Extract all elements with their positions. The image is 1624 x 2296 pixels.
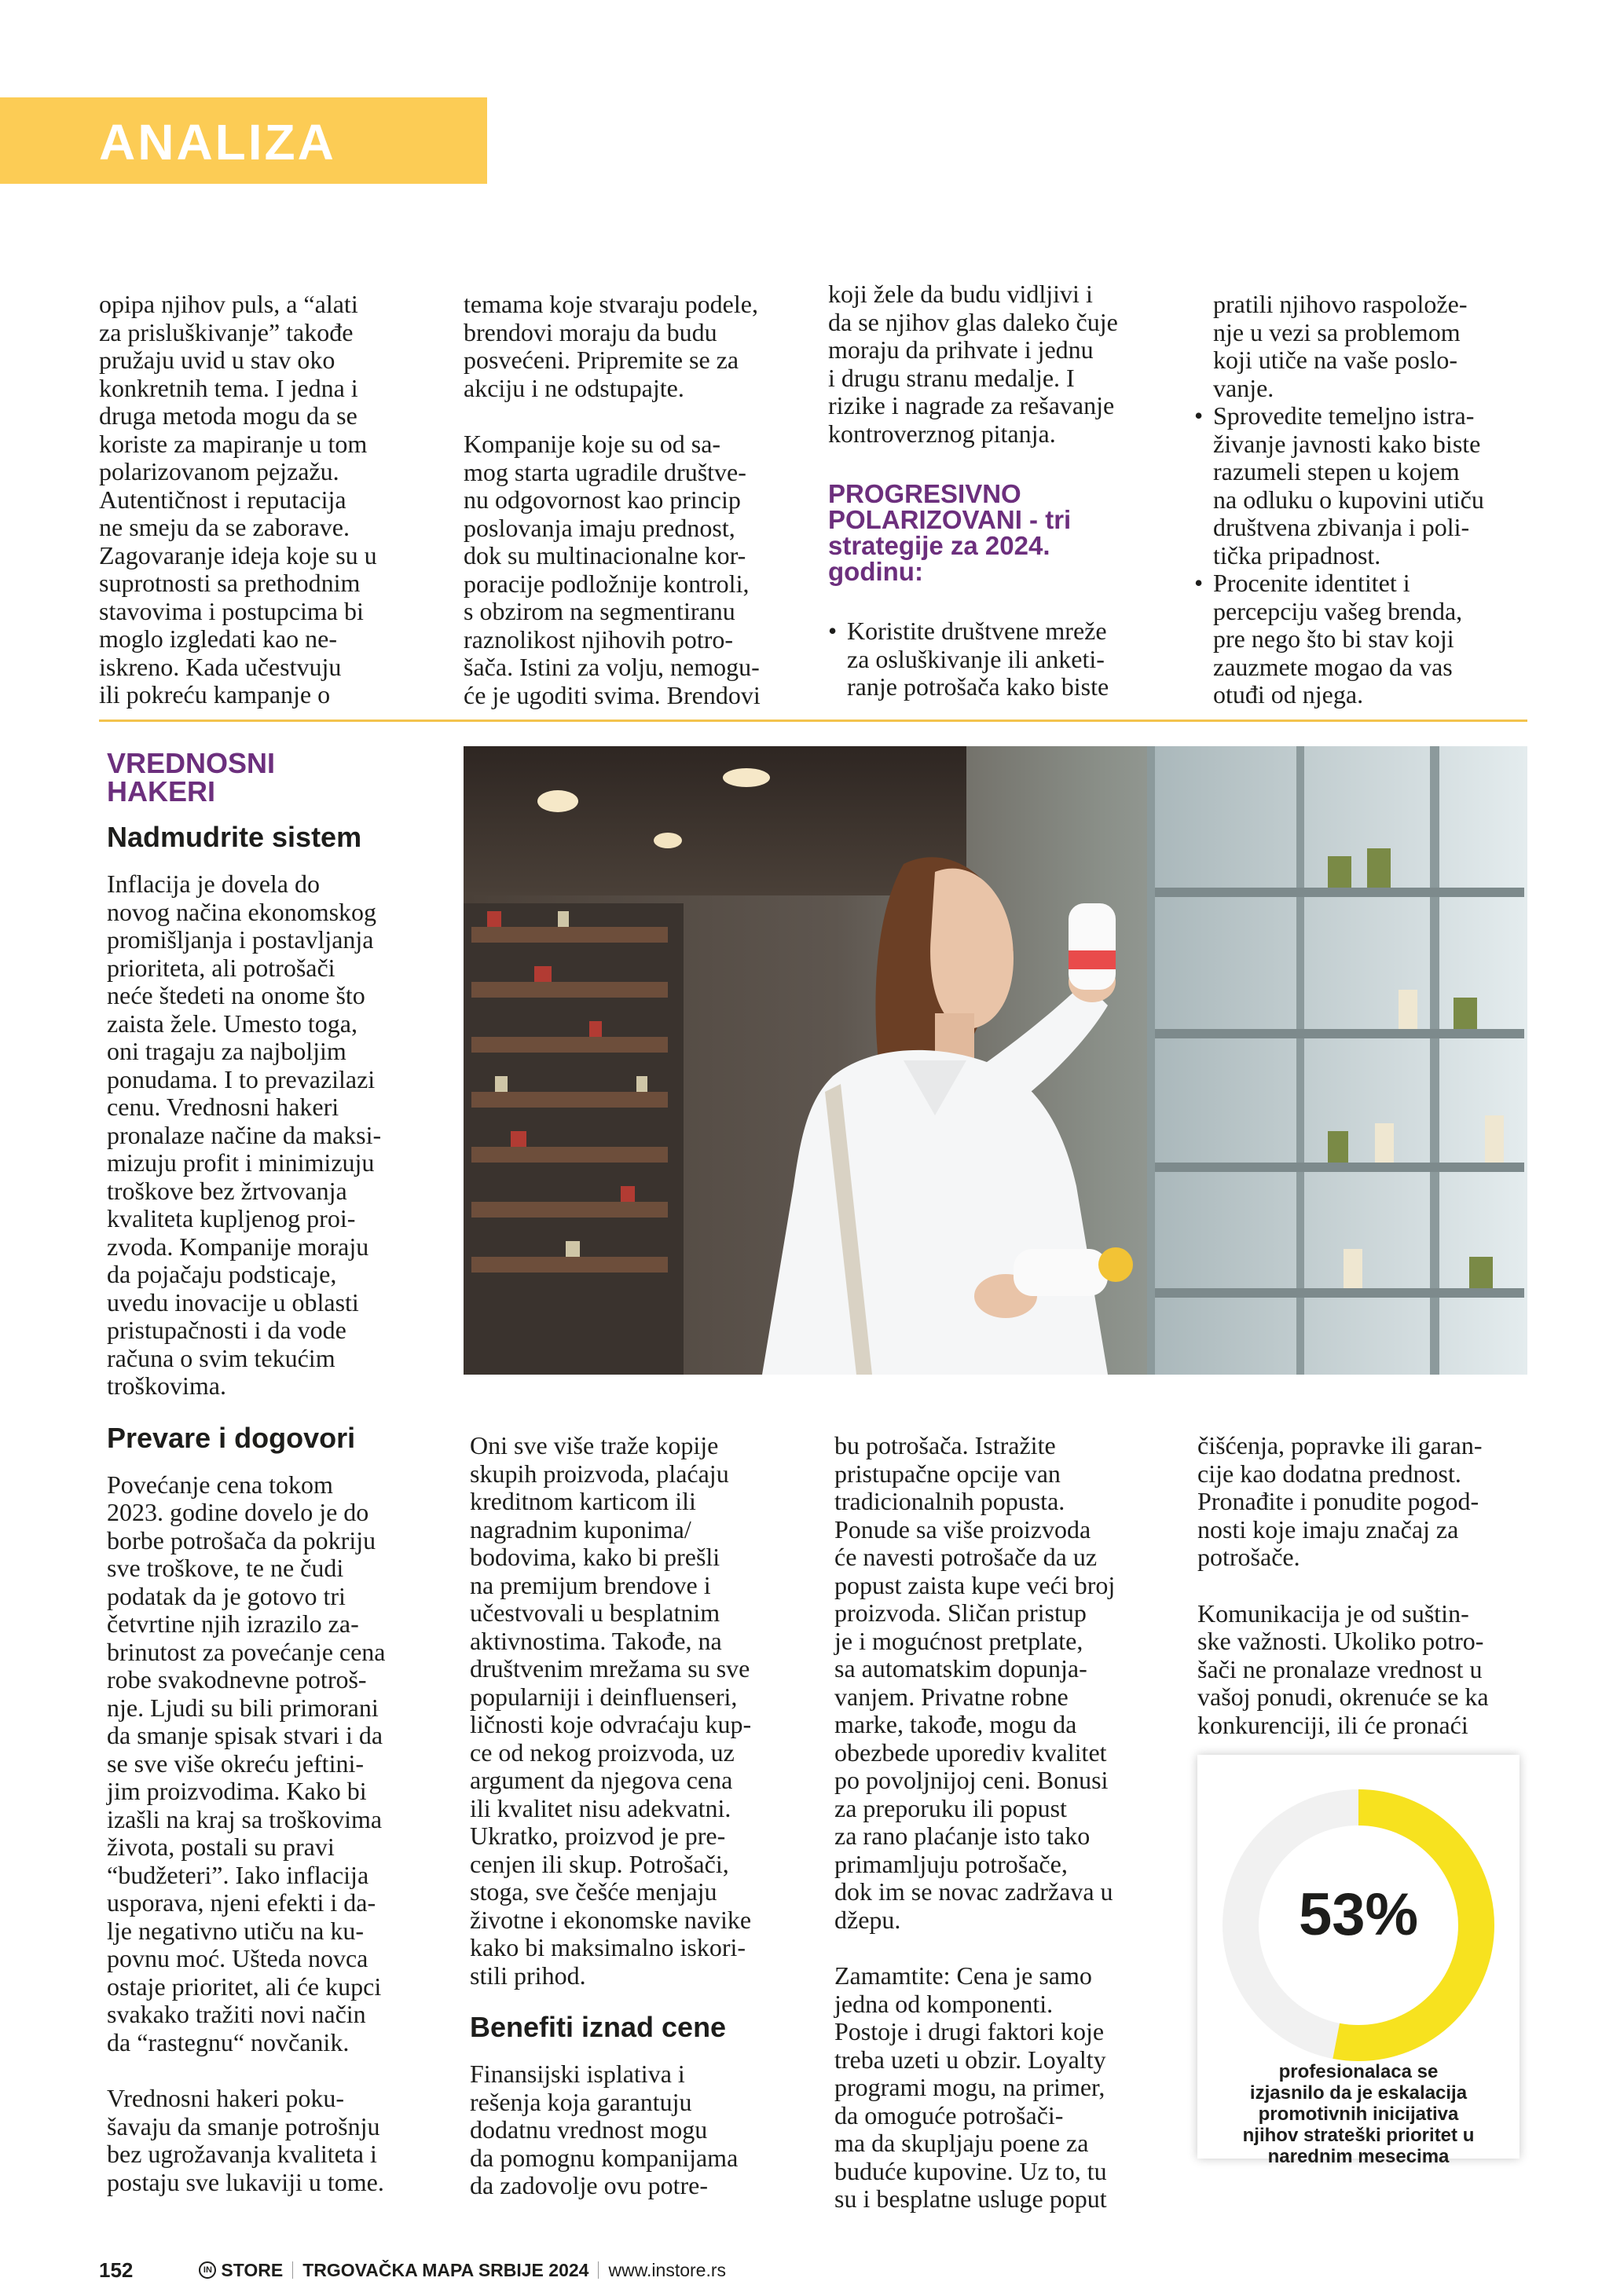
strategies-list <box>828 617 1166 701</box>
footer-brand <box>199 2260 283 2281</box>
left-column <box>107 749 437 2196</box>
page-footer <box>99 2258 726 2283</box>
top-column-4 <box>1194 291 1532 709</box>
footer-website-link[interactable]: www.instore.rs <box>608 2259 727 2280</box>
subheading-prevare-i-dogovori: Prevare i dogovori <box>107 1421 356 1454</box>
footer-separator <box>598 2261 599 2279</box>
top-column-1 <box>99 291 421 709</box>
stat-percent: 53% <box>1298 1881 1419 1948</box>
instore-logo-icon: IN <box>199 2261 216 2279</box>
subheading-nadmudrite-sistem: Nadmudrite sistem <box>107 821 362 853</box>
strategy-bullet-2: • Sprovedite temeljno istra- živanje javnosti kako biste razumeli stepen u kojem na odluku o kupovini utiču društvena zbivanja i poli- tička pripadnost. <box>1194 402 1532 569</box>
bottom-col4-paragraph-1: čišćenja, popravke ili garan- cije kao dodatna prednost. Pronađite i ponudite pogod- nosti koje imaju značaj za potrošače. <box>1197 1431 1483 1571</box>
left-paragraph-2: Povećanje cena tokom 2023. godine dovelo je do borbe potrošača da pokriju sve troškove, te ne čudi podatak da je gotovo tri četvrtine njih izrazilo za- brinutost za povećanje cena robe svakodnevne potroš- nje. Ljudi su bili primorani da smanje spisak stvari i da se sve više okreću jeftini- jim proizvodima. Kako bi izašli na kraj sa troškovima života, postali su pravi “budžeteri”. Iako inflacija usporava, njeni efekti i da- lje negativno utiču na ku- povnu moć. Ušteda novca ostaje prioritet, ali će kupci svakako tražiti novi način da “rastegnu“ novčanik. <box>107 1470 386 2056</box>
bottom-column-4 <box>1197 1432 1535 1739</box>
strategies-heading: PROGRESIVNO POLARIZOVANI - tri strategije za 2024. godinu: <box>828 479 1072 586</box>
footer-brand-name: STORE <box>221 2259 284 2280</box>
top-column-3 <box>828 280 1166 701</box>
bottom-col2-paragraph-2: Finansijski isplativa i rešenja koja garantuju dodatnu vrednost mogu da pomognu kompanijama da zadovolje ovu potre- <box>470 2060 739 2199</box>
top-col1-text: opipa njihov puls, a “alati za prisluškivanje” takođe pružaju uvid u stav oko konkretnih tema. I jedna i druga metoda mogu da se koriste za mapiranje u tom polarizovanom pejzažu. Autentičnost i reputacija ne smeju da se zaborave. Zagovaranje ideja koje su u suprotnosti sa prethodnim stavovima i postupcima bi moglo izgledati kao ne- iskreno. Kada učestvuju ili pokreću kampanje o <box>99 290 377 709</box>
footer-magazine-title: TRGOVAČKA MAPA SRBIJE 2024 <box>302 2259 589 2280</box>
footer-separator <box>292 2261 293 2279</box>
left-paragraph-1: Inflacija je dovela do novog načina ekonomskog promišljanja i postavljanja prioriteta, ali potrošači neće štedeti na onome što zaista žele. Umesto toga, oni tragaju za najboljim ponudama. I to prevazilazi cenu. Vrednosni hakeri pronalaze načine da maksi- mizuju profit i minimizuju troškove bez žrtvovanja kvaliteta kupljenog proi- zvoda. Kompanije moraju da pojačaju podsticaje, uvedu inovacije u oblasti pristupačnosti i da vode računa o svim tekućim troškovima. <box>107 870 382 1400</box>
bottom-column-2 <box>470 1432 808 2200</box>
top-col2-paragraph-1: temama koje stvaraju podele, brendovi moraju da budu posvećeni. Pripremite se za akciju i ne odstupajte. <box>464 290 758 402</box>
section-title: ANALIZA <box>99 114 336 170</box>
strategy-bullet-1: • Koristite društvene mreže za osluškivanje ili anketi- ranje potrošača kako biste <box>828 617 1166 701</box>
bottom-col3-paragraph-1: bu potrošača. Istražite pristupačne opcije van tradicionalnih popusta. Ponude sa više proizvoda će navesti potrošače da uz popust zaista kupe veći broj proizvoda. Sličan pristup je i mogućnost pretplate, sa automatskim dopunja- vanjem. Privatne robne marke, takođe, mogu da obezbede uporediv kvalitet po povoljnijoj ceni. Bonusi za preporuku ili popust za rano plaćanje isto tako primamljuju potrošače, dok im se novac zadržava u džepu. <box>834 1431 1116 1934</box>
section-heading-vrednosni-hakeri: VREDNOSNI HAKERI <box>107 747 276 807</box>
strategies-list-continued <box>1194 402 1532 709</box>
strategy-bullet-3: • Procenite identitet i percepciju vašeg brenda, pre nego što bi stav koji zauzmete mogao da vas otuđi od njega. <box>1194 569 1532 709</box>
stat-box <box>1197 1755 1520 2167</box>
bottom-column-3 <box>834 1432 1172 2214</box>
section-divider <box>99 720 1527 722</box>
bottom-col3-paragraph-2: Zamamtite: Cena je samo jedna od komponenti. Postoje i drugi faktori koje treba uzeti u obzir. Loyalty programi mogu, na primer, da omoguće potrošači- ma da skupljaju poene za buduće kupovine. Uz to, tu su i besplatne usluge poput <box>834 1961 1107 2213</box>
stat-caption: profesionalaca se izjasnilo da je eskalacija promotivnih inicijativa njihov strateški prioritet u narednim mesecima <box>1242 2061 1475 2167</box>
bottom-col4-paragraph-2: Komunikacija je od suštin- ske važnosti. Ukoliko potro- šači ne pronalaze vrednost u vašoj ponudi, okrenuće se ka konkurenciji, ili će pronaći <box>1197 1598 1489 1739</box>
subheading-benefiti-iznad-cene: Benefiti iznad cene <box>470 2011 727 2043</box>
page-number: 152 <box>99 2258 134 2282</box>
top-col2-paragraph-2: Kompanije koje su od sa- mog starta ugradile društve- nu odgovornost kao princip poslovanja imaju prednost, dok su multinacionalne kor- poracije podložnije kontroli, s obzirom na segmentiranu raznolikost njihovih potro- šača. Istini za volju, nemogu- će je ugoditi svima. Brendovi <box>464 430 761 709</box>
top-col4-continuation: pratili njihovo raspolože- nje u vezi sa problemom koji utiče na vaše poslo- vanje. <box>1213 290 1468 402</box>
woman-shopping-photo <box>464 746 1527 1375</box>
bottom-col2-paragraph-1: Oni sve više traže kopije skupih proizvoda, plaćaju kreditnom karticom ili nagradnim kuponima/ bodovima, kako bi prešli na premijum brendove i učestvovali u besplatnim aktivnostima. Takođe, na društvenim mrežama su sve popularniji i deinfluenseri, ličnosti koje odvraćaju kup- ce od nekog proizvoda, uz argument da njegova cena ili kvalitet nisu adekvatni. Ukratko, proizvod je pre- cenjen ili skup. Potrošači, stoga, sve češće menjaju životne i ekonomske navike kako bi maksimalno iskori- stili prihod. <box>470 1431 752 1990</box>
top-col3-paragraph: koji žele da budu vidljivi i da se njihov glas daleko čuje moraju da prihvate i jednu i drugu stranu medalje. I rizike i nagrade za rešavanje kontroverznog pitanja. <box>828 280 1118 448</box>
top-column-2 <box>464 291 801 709</box>
left-paragraph-3: Vrednosni hakeri poku- šavaju da smanje potrošnju bez ugrožavanja kvaliteta i postaju sve lukaviji u tome. <box>107 2084 384 2196</box>
